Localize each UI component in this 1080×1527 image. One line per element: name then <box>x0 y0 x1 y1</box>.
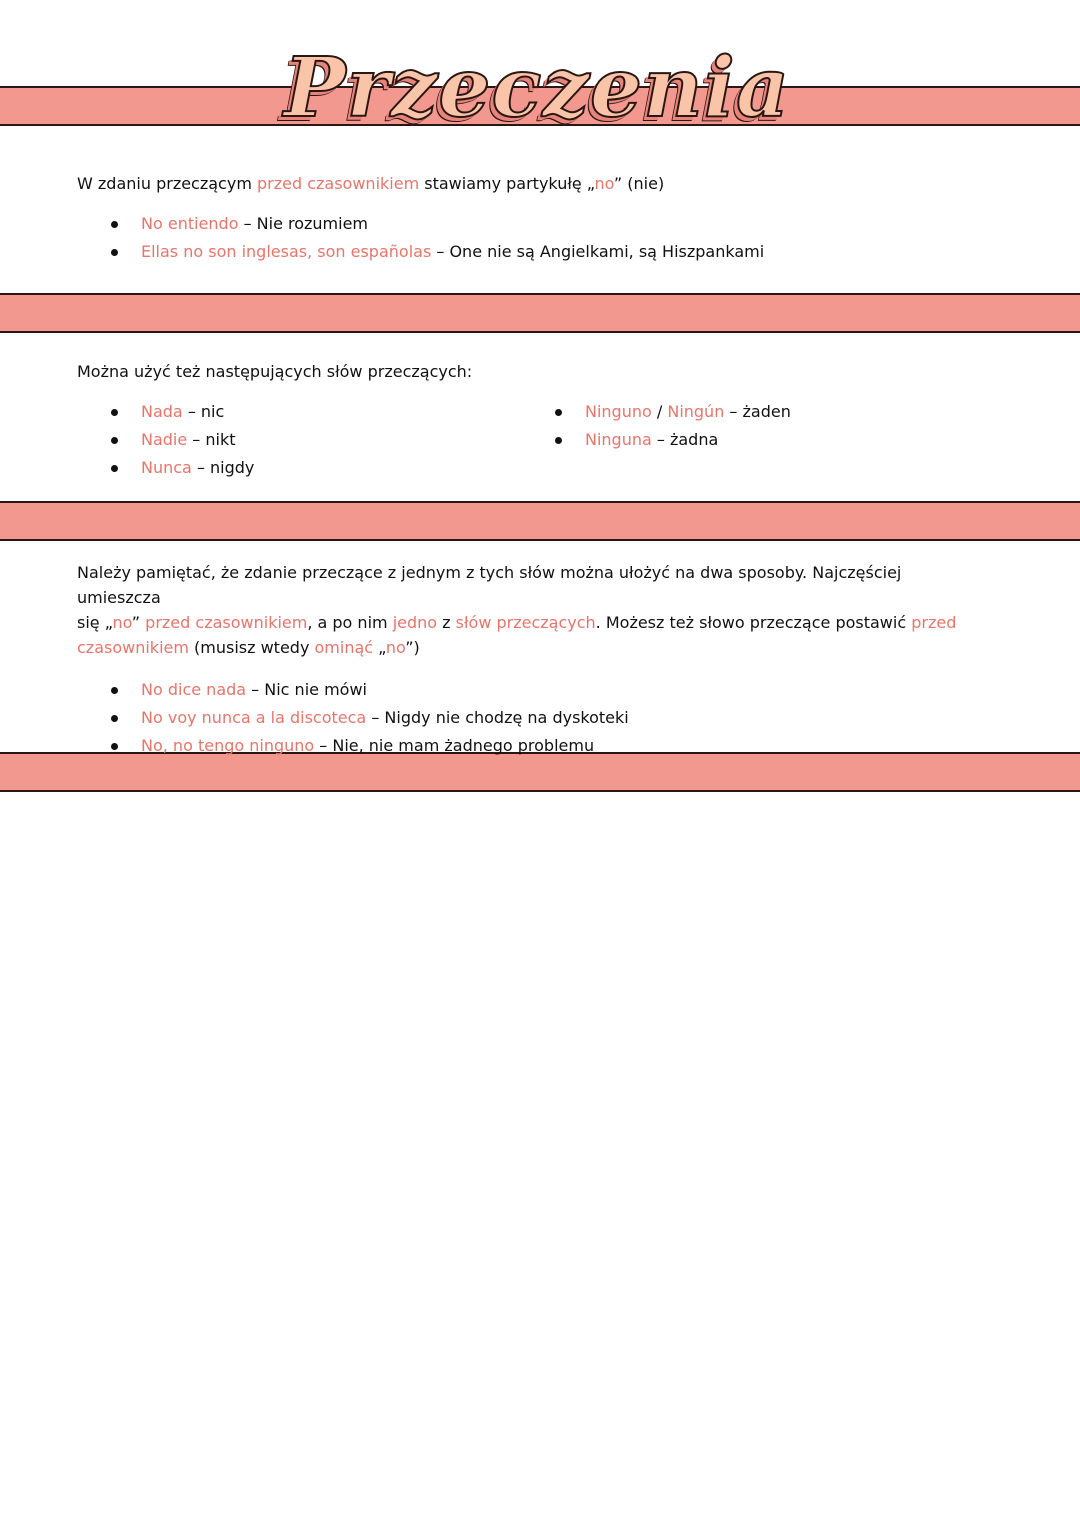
word-item <box>77 454 521 482</box>
section3-paragraph <box>77 560 977 660</box>
intro-text: stawiamy partykułę „ <box>419 174 595 193</box>
paragraph-text: ”) <box>405 638 420 657</box>
example-item <box>77 732 977 760</box>
intro-accent: przed czasownikiem <box>257 174 420 193</box>
spanish-word: Ningún <box>667 402 725 421</box>
section1-example-list <box>77 210 977 266</box>
polish-translation: nigdy <box>210 458 255 477</box>
paragraph-accent: no <box>112 613 132 632</box>
spanish-phrase: No, no tengo ninguno <box>141 736 315 755</box>
paragraph-text: , a po nim <box>307 613 393 632</box>
section-word-order <box>77 560 977 760</box>
separator: – <box>366 708 385 727</box>
section-negative-words <box>77 359 977 482</box>
paragraph-text: „ <box>373 638 386 657</box>
spanish-word: Ninguno <box>585 402 652 421</box>
separator: – <box>182 402 201 421</box>
paragraph-text: (musisz wtedy <box>188 638 315 657</box>
paragraph-accent: jedno <box>392 613 438 632</box>
section-particle-no <box>77 171 977 266</box>
word-item <box>77 398 521 426</box>
negative-words-left-list <box>77 398 521 482</box>
word-item <box>521 426 791 454</box>
paragraph-text: z <box>437 613 456 632</box>
paragraph-accent: ominąć <box>314 638 374 657</box>
paragraph-text: . Możesz też słowo przeczące postawić <box>595 613 912 632</box>
spanish-word: Nunca <box>141 458 192 477</box>
spanish-phrase: No voy nunca a la discoteca <box>141 708 367 727</box>
section2-intro: Można użyć też następujących słów przeczących: <box>77 362 473 381</box>
intro-text: ” (nie) <box>613 174 665 193</box>
spanish-phrase: Ellas no son inglesas, son españolas <box>141 242 432 261</box>
polish-translation: Nie, nie mam żadnego problemu <box>332 736 595 755</box>
polish-translation: One nie są Angielkami, są Hiszpankami <box>449 242 765 261</box>
paragraph-text: Należy pamiętać, że zdanie przeczące z jednym z tych słów można ułożyć na dwa sposoby. Najczęściej umieszcza <box>77 563 902 607</box>
spanish-phrase: No entiendo <box>141 214 239 233</box>
title-container <box>283 36 791 140</box>
negative-words-right-list <box>521 398 791 482</box>
paragraph-accent: przed <box>911 613 957 632</box>
paragraph-text: się „ <box>77 613 113 632</box>
divider-band-2 <box>0 501 1080 541</box>
separator: – <box>246 680 265 699</box>
spanish-word: Ninguna <box>585 430 652 449</box>
spanish-word: Nadie <box>141 430 188 449</box>
section1-intro <box>77 171 977 196</box>
separator: – <box>431 242 450 261</box>
section3-example-list <box>77 676 977 760</box>
separator: – <box>238 214 257 233</box>
separator: – <box>651 430 670 449</box>
polish-translation: nikt <box>205 430 236 449</box>
divider-band-1 <box>0 293 1080 333</box>
paragraph-accent: no <box>385 638 406 657</box>
polish-translation: Nie rozumiem <box>256 214 369 233</box>
spanish-word: Nada <box>141 402 183 421</box>
polish-translation: nic <box>200 402 225 421</box>
polish-translation: żadna <box>669 430 719 449</box>
separator: – <box>314 736 333 755</box>
intro-accent: no <box>594 174 614 193</box>
word-item <box>521 398 791 426</box>
polish-translation: Nic nie mówi <box>264 680 367 699</box>
example-item <box>77 238 977 266</box>
word-item <box>77 426 521 454</box>
example-item <box>77 210 977 238</box>
slash: / <box>651 402 668 421</box>
polish-translation: żaden <box>742 402 791 421</box>
paragraph-accent: czasownikiem <box>77 638 189 657</box>
separator: – <box>187 430 206 449</box>
page-title: Przeczenia <box>283 40 791 136</box>
separator: – <box>191 458 211 477</box>
spanish-phrase: No dice nada <box>141 680 247 699</box>
paragraph-accent: przed czasownikiem <box>145 613 308 632</box>
example-item <box>77 704 977 732</box>
intro-text: W zdaniu przeczącym <box>77 174 257 193</box>
paragraph-accent: słów przeczących <box>455 613 596 632</box>
separator: – <box>724 402 743 421</box>
negative-words-columns <box>77 398 977 482</box>
polish-translation: Nigdy nie chodzę na dyskoteki <box>384 708 629 727</box>
paragraph-text: ” <box>131 613 146 632</box>
example-item <box>77 676 977 704</box>
